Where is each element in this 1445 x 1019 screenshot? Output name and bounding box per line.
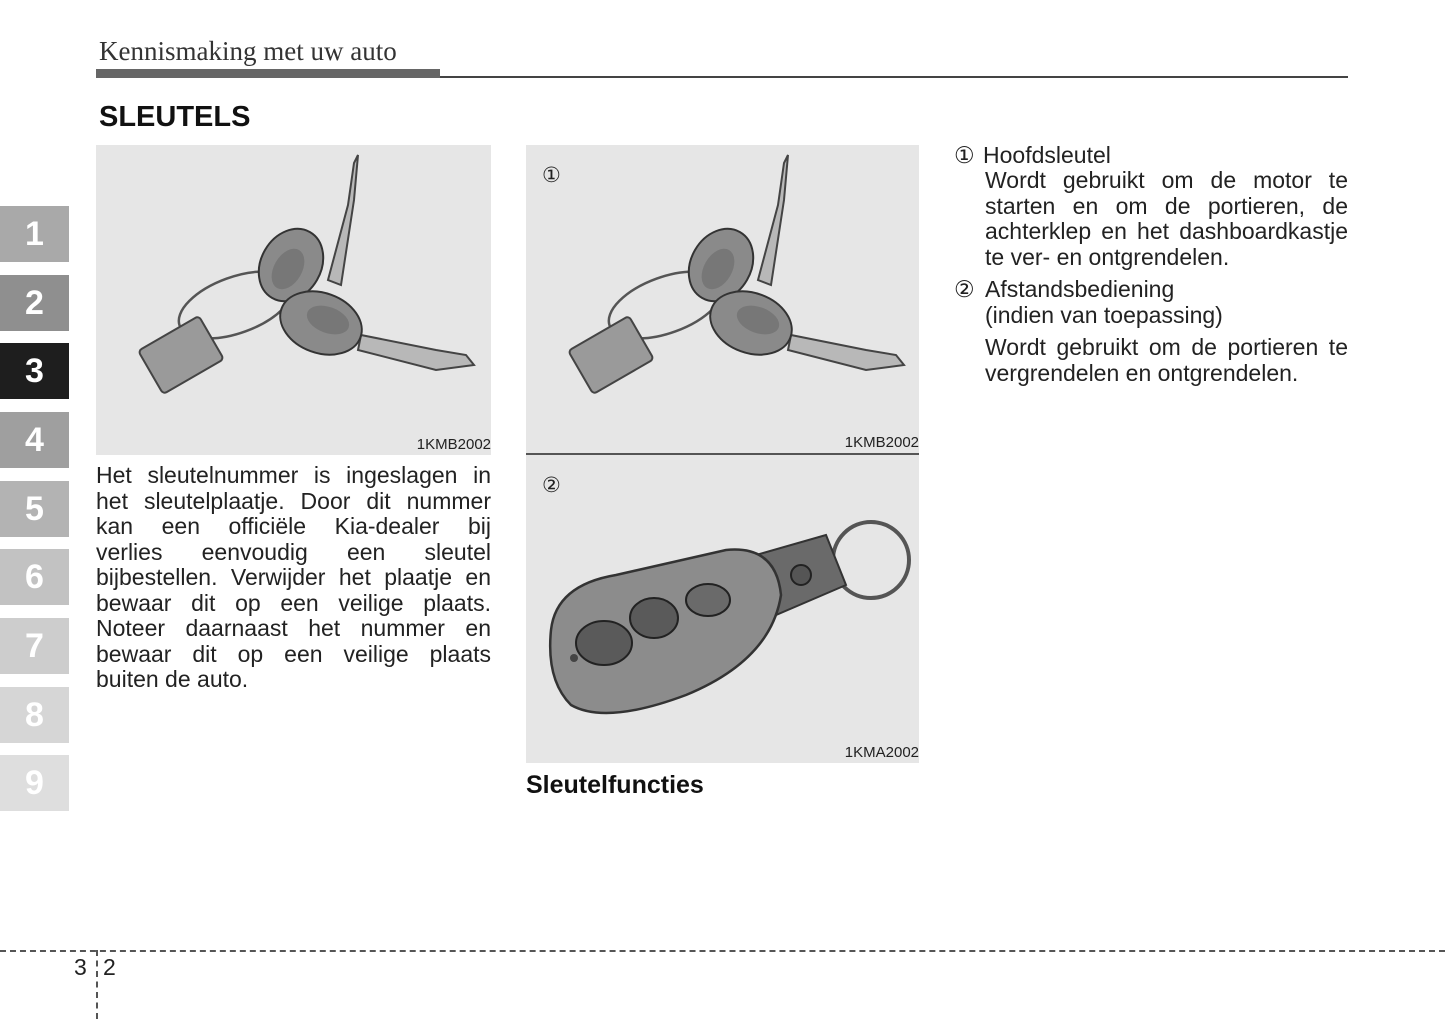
item-remote-control	[954, 277, 1348, 397]
chapter-tab-1[interactable]: 1	[0, 206, 69, 262]
running-header: Kennismaking met uw auto	[99, 36, 397, 66]
item-subtitle: (indien van toepassing)	[985, 301, 1223, 328]
paragraph-line: bewaar dit op een veilige plaats	[96, 640, 491, 667]
header-rule-thin	[440, 76, 1348, 78]
paragraph-line: bijbestellen. Verwijder het plaatje en	[96, 564, 491, 590]
chapter-tab-8[interactable]: 8	[0, 687, 69, 743]
paragraph-line: het sleutelplaatje. Door dit nummer	[96, 487, 491, 514]
paragraph-line: Noteer daarnaast het nummer en	[96, 615, 491, 641]
chapter-tab-6[interactable]: 6	[0, 549, 69, 605]
item-marker: ②	[954, 276, 975, 302]
keys-drawing	[96, 145, 491, 455]
figure-code: 1KMB2002	[844, 434, 919, 451]
footer-divider	[96, 950, 98, 1019]
chapter-tab-3[interactable]: 3	[0, 343, 69, 399]
chapter-tab-9[interactable]: 9	[0, 755, 69, 811]
chapter-tab-4[interactable]: 4	[0, 412, 69, 468]
key-tag	[138, 316, 224, 394]
item-title: Afstandsbediening	[985, 276, 1175, 302]
key-upright	[246, 155, 358, 313]
header-rule-thick	[96, 69, 440, 78]
chapter-tab-5[interactable]: 5	[0, 481, 69, 537]
key-number-paragraph	[96, 463, 491, 693]
remote-key-illustration	[526, 455, 919, 763]
item-title: Hoofdsleutel	[983, 142, 1111, 168]
key-functions-caption: Sleutelfuncties	[526, 771, 704, 799]
remote-key-drawing	[526, 455, 919, 763]
chapter-tab-2[interactable]: 2	[0, 275, 69, 331]
figure-number: ①	[542, 164, 561, 187]
figure-number: ②	[542, 474, 561, 497]
item-main-key	[954, 143, 1348, 273]
paragraph-line: bewaar dit op een veilige plaats.	[96, 589, 491, 616]
paragraph-line: verlies eenvoudig een sleutel	[96, 538, 491, 565]
item-description: Wordt gebruikt om de motor te starten en om de portieren, de achterklep en het dashboardkastje te ver- en ontgrendelen.	[985, 167, 1348, 270]
footer-rule	[0, 950, 1445, 952]
paragraph-line: kan een officiële Kia-dealer bij	[96, 513, 491, 539]
figure-code: 1KMB2002	[416, 436, 491, 453]
key-ring-illustration	[96, 145, 491, 455]
item-description: Wordt gebruikt om de portieren te vergrendelen en ontgrendelen.	[985, 334, 1348, 386]
paragraph-line: Het sleutelnummer is ingeslagen in	[96, 462, 491, 488]
item-marker: ①	[954, 142, 975, 168]
paragraph-line: buiten de auto.	[96, 666, 249, 692]
chapter-tab-7[interactable]: 7	[0, 618, 69, 674]
section-title: SLEUTELS	[99, 101, 251, 133]
main-key-drawing	[526, 145, 919, 453]
main-key-illustration	[526, 145, 919, 453]
key-horizontal	[271, 280, 474, 370]
figure-code: 1KMA2002	[844, 744, 919, 761]
footer-chapter-number: 3	[74, 954, 87, 980]
footer-page-number: 2	[103, 954, 116, 980]
